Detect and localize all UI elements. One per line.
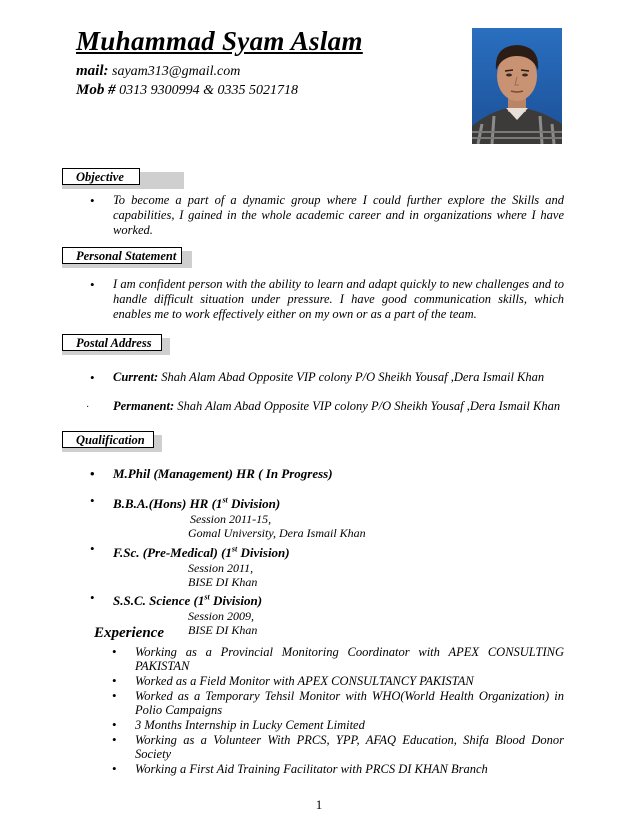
page-number: 1 [315, 797, 323, 812]
degree-institute: BISE DI Khan [188, 574, 258, 589]
personal-statement-header: Personal Statement [62, 247, 182, 264]
experience-item: • Worked as a Field Monitor with APEX CONSULTANCY PAKISTAN [112, 674, 564, 688]
candidate-name: Muhammad Syam Aslam [76, 26, 363, 56]
degree-sup: st [222, 496, 228, 505]
degree-title: S.S.C. Science (1 [113, 592, 205, 608]
degree-session: Session 2011-15, [190, 512, 272, 527]
objective-list [90, 193, 564, 238]
experience-item: • Working as a Volunteer With PRCS, YPP, AFAQ Education, Shifa Blood Donor Society [112, 733, 564, 761]
degree-session: Session 2009, [188, 608, 254, 623]
email-line [76, 63, 240, 80]
objective-text: • To become a part of a dynamic group where I could further explore the Skills and capabilities, I gained in the whole academic career and in organizations where I have worked. [90, 193, 564, 238]
degree-institute: BISE DI Khan [188, 622, 258, 637]
experience-list [112, 645, 564, 777]
profile-photo [472, 28, 562, 144]
degree-title: B.B.A.(Hons) HR (1 [113, 496, 223, 512]
experience-item: • Working as a Provincial Monitoring Coordinator with APEX CONSULTING PAKISTAN [112, 645, 564, 673]
experience-item: • Working a First Aid Training Facilitator with PRCS DI KHAN Branch [112, 762, 564, 776]
phone-value: 0313 9300994 & 0335 5021718 [119, 83, 298, 98]
degree-division: Division) [237, 544, 290, 560]
degree-institute: Gomal University, Dera Ismail Khan [188, 526, 366, 541]
experience-item: • 3 Months Internship in Lucky Cement Limited [112, 718, 564, 732]
postal-address-header: Postal Address [62, 334, 162, 351]
qualification-item: • M.Phil (Management) HR ( In Progress) [90, 466, 564, 481]
qualification-list [90, 466, 564, 637]
permanent-address [90, 399, 564, 414]
objective-header: Objective [62, 168, 140, 185]
permanent-value: Shah Alam Abad Opposite VIP colony P/O Sheikh Yousaf ,Dera Ismail Khan [177, 399, 561, 413]
degree-session: Session 2011, [188, 560, 254, 575]
phone-line [76, 82, 298, 99]
current-label: Current: [113, 370, 159, 384]
experience-title: Experience [94, 625, 164, 641]
degree-sup: st [231, 544, 238, 554]
personal-statement-text: • I am confident person with the ability to learn and adapt quickly to new challenges and to handle difficult situation under pressure. I have good communication skills, which enables me to work effectively either on my own or as a part of the team. [90, 277, 564, 322]
qualification-item [90, 493, 564, 540]
mail-label: mail: [76, 63, 109, 79]
degree-division: Division) [227, 496, 281, 512]
degree-title: F.Sc. (Pre-Medical) (1 [113, 544, 232, 560]
qualification-item [90, 541, 564, 588]
email-value: sayam313@gmail.com [112, 64, 241, 79]
current-value: Shah Alam Abad Opposite VIP colony P/O Sheikh Yousaf ,Dera Ismail Khan [161, 370, 545, 384]
qualification-header: Qualification [62, 431, 154, 448]
permanent-label: Permanent: [113, 399, 175, 413]
mob-label: Mob # [76, 82, 116, 98]
postal-address-list [90, 370, 564, 414]
experience-item: • Worked as a Temporary Tehsil Monitor with WHO(World Health Organization) in Polio Campaigns [112, 689, 564, 717]
personal-statement-list [90, 277, 564, 322]
degree-sup: st [204, 592, 210, 602]
degree-division: Division) [209, 592, 263, 608]
current-address [90, 370, 564, 385]
